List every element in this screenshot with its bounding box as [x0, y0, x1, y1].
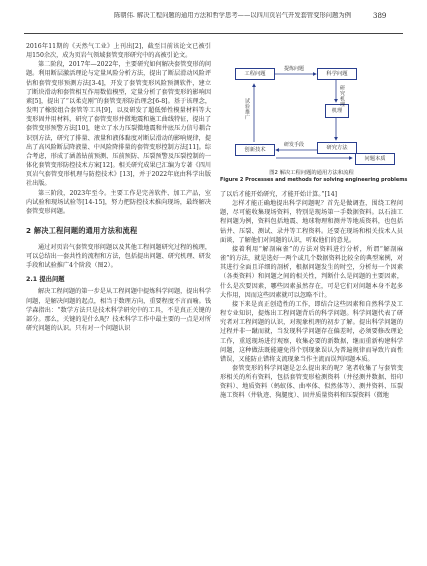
figure-caption-en: Figure 2 Processes and methods for solving engineering problems — [220, 177, 408, 183]
section-heading: 2 解决工程问题的通用方法和流程 — [26, 225, 138, 235]
header-rule — [24, 33, 403, 34]
running-title: 陈朝伟. 解决工程问题的通用方法和哲学思考——以四川页岩气开发套管变形问题为例 — [114, 12, 351, 19]
paragraph: 了以后才能开始研究，才能开始计算。”[14] — [220, 191, 338, 198]
box-scientific-problem: 科学问题 — [317, 68, 357, 80]
paragraph: 第二阶段，2017年—2022年，主要研究如何解决套管变形的问题。利用断层激活理论与定量风险分析方法，提出了断层滑动风险评估和套管变形预测方法[3-4]，开发了套管变形风险预测软件，建立了断块滑动和套管相互作用数值模型，定量分析了套管变形的影响因素[5]，提出了“以柔克刚”的套管变形防治理念[6-8]。基于该理念，发明了橡胶组合套管等工具[9]，以及研发了超低弹性模量材料等大变形固井用材料，研究了套管变形并微地震和施工曲线特征，提出了套管变形预警方法[10]，建立了水力压裂微地震和井底压力信号耦合识别方法，研究了排量、液量和液体黏度对断层滑动的影响规律，提出了高风险断层降液量、中风险降排量的套管变形控制方法[11]。综合考虑，形成了涵盖钻前预测、压前预防、压裂预警及压裂控制的一体化套管变形防控技术方案[12]。相关研究成果已汇编为专著《四川页岩气套管变形机理与防控技术》[13]，并于2022年底由科学出版社出版。 — [26, 61, 211, 188]
label-trial-promotion: 试验推广 — [244, 98, 250, 120]
paragraph: 套管变形的科学问题是怎么提出来的呢？笔者收集了与套管变形相关的所有资料，包括套管变形检测资料（井径测井数据、铅印资料）、地质资料（蚂蚁体、曲率体、似然体等）、测井资料、压裂施工资料（井轨迹、狗腿度）、固井质量资料和压裂资料（微地 — [220, 364, 403, 400]
paragraph: 通过对页岩气套管变形问题以及其他工程问题研究过程的梳理，可以总结出一套共性的流程和方法，包括提出问题、研究机理、研发手段和试验推广4个阶段（图2）。 — [26, 243, 211, 270]
paragraph: 怎样才能正确地提出科学问题呢？首先是做调查，围绕工程问题，尽可能收集现场资料，特别是现场第一手数据资料。以石油工程问题为例，资料包括地震、地球物理和测井等地质资料，也包括钻井、压裂、测试、录井等工程资料。还要在现场和相关技术人员面谈，了解他们对问题的认识，听取他们的意见。 — [220, 200, 403, 244]
box-mechanism: 机理 — [325, 104, 349, 118]
label-study-mechanism: 研究机理 — [339, 85, 345, 107]
paragraph: 第三阶段，2023年至今。主要工作是完善软件、加工产品，室内试验和现场试验等[14-15]，努力把防控技术推向现场，最终解决套管变形问题。 — [26, 189, 211, 215]
paragraph: 解决工程问题的第一步是从工程问题中提炼科学问题，提出科学问题，是解决问题的起点，相当于数理方向，重要程度不言而喻。钱学森指出：“数学方法只是技术科学研究中的工具，不是真正关键的部分。那么，关键的是什么呢？技术科学工作中最主要的一点是对所研究问题的认识。只有对一个问题认识 — [26, 288, 211, 333]
left-column — [26, 42, 211, 333]
paragraph: 接下来是真正创造性的工作，即结合这些因素和自然科学及工程专业知识，提炼出工程问题背后的科学问题。科学问题代表了研究者对工程问题的认识，对现象机理的初步了解。提出科学问题的过程并非一蹴而就，当发现科学问题存在偏差时，必须要修改理论工作，重返现场进行观察，收集必要的新数据，继而重新构建科学问题，这种做法既能避免得个别现象误认为普遍规律而导致片面性错误，又能防止错将支流现象当作主流而误判问题本质。 — [220, 300, 403, 363]
box-innovative-technology: 创新技术 — [235, 144, 275, 156]
subsection-heading: 2.1 提出问题 — [26, 276, 65, 284]
paragraph: 2016年11期的《天然气工业》上刊出[2]，截至目前该论文已被引用150余次，成为页岩气领域套管变形研究中的高被引论文。 — [26, 43, 211, 60]
box-engineering-problem: 工程问题 — [235, 68, 275, 80]
figure-2 — [220, 62, 408, 184]
label-extract-problem: 提炼问题 — [284, 66, 305, 72]
figure-caption-zh: 图2 解决工程问题的通用方法和流程 — [269, 170, 354, 176]
page-number: 389 — [373, 12, 387, 20]
label-develop-means: 研发手段 — [284, 142, 305, 148]
box-research-method: 研究方法 — [317, 142, 357, 154]
box-solve-problem: 问题本质 — [355, 153, 395, 165]
right-column — [220, 190, 403, 401]
page-header — [0, 12, 427, 26]
paragraph: 接着利用“解剖麻雀”的方法对资料进行分析，所谓“解剖麻雀”的方法，就是选好一两个或几个数据资料比较全的典型案例，对其进行全面且详细的剖析，根据问题发生的时空，分析每一个因素（各类资料）和问题之间的相关性，判断什么是问题的主要因素，什么是次要因素，哪些因素虽然存在，可是它们对问题本身不起多大作用，因而这些因素就可以忽略不计。 — [220, 245, 403, 299]
